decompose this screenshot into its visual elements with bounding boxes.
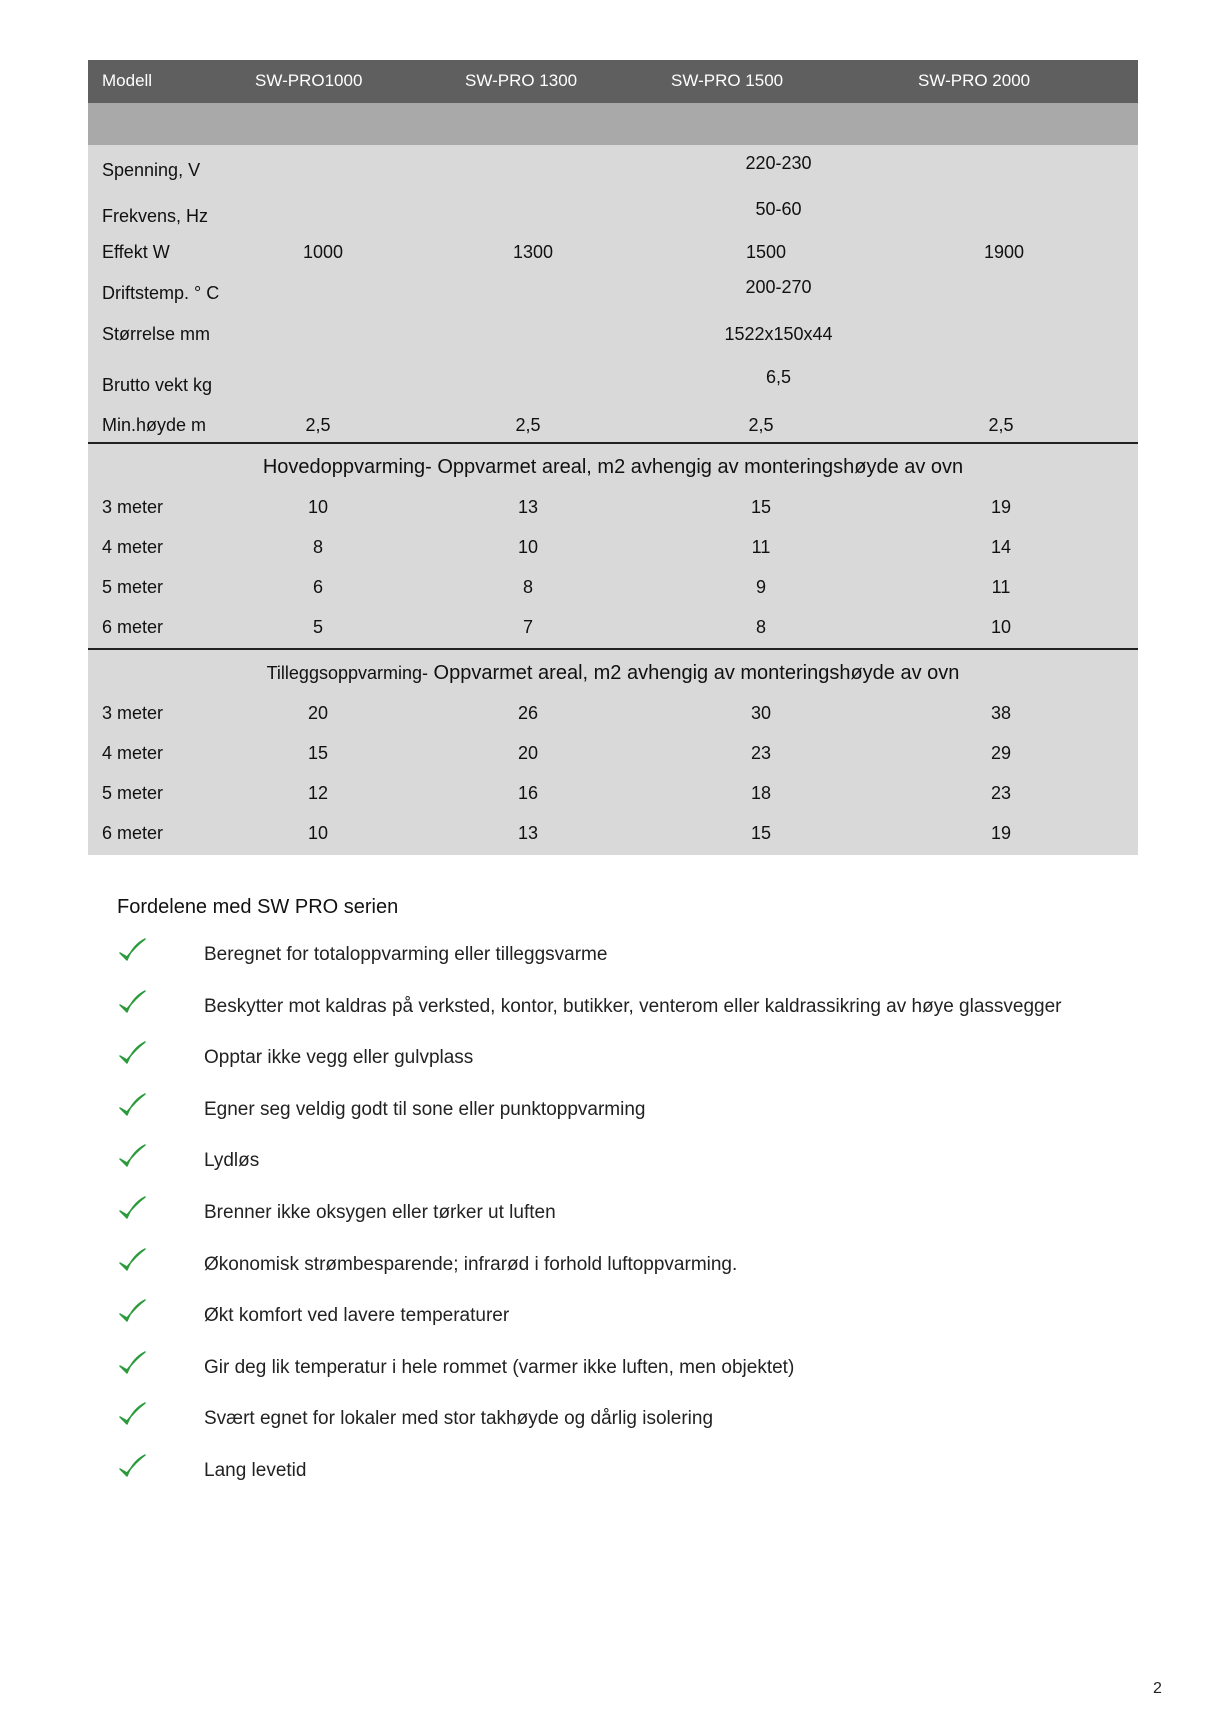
row-label: Driftstemp. ° C (102, 283, 220, 303)
row-frekvens (88, 191, 1138, 237)
row-label: 3 meter (102, 703, 164, 723)
row-value: 1522x150x44 (724, 324, 833, 344)
row-value: 15 (750, 823, 772, 843)
row-value: 10 (307, 823, 329, 843)
header-modell: Modell (102, 71, 153, 90)
list-item-text: Lang levetid (204, 1460, 307, 1481)
list-item-text: Gir deg lik temperatur i hele rommet (varmer ikke luften, men objektet) (204, 1357, 795, 1378)
tillegg-title-text (88, 662, 1138, 685)
row-label: 4 meter (102, 743, 164, 763)
list-item (117, 1349, 1177, 1389)
row-label: 4 meter (102, 537, 164, 557)
row-value: 23 (750, 743, 772, 763)
row-label: 6 meter (102, 617, 164, 637)
list-item (117, 1297, 1177, 1337)
row-label: Brutto vekt kg (102, 375, 213, 395)
spec-table (88, 60, 1138, 855)
row-value: 16 (517, 783, 539, 803)
hoved-section-title (88, 444, 1138, 486)
list-item-text: Brenner ikke oksygen eller tørker ut luften (204, 1202, 556, 1223)
row-value: 5 (312, 617, 323, 637)
row-value: 30 (750, 703, 772, 723)
list-item (117, 1194, 1177, 1234)
tillegg-title-rest: Oppvarmet areal, m2 avhengig av monteringshøyde av ovn (428, 662, 960, 684)
row-value: 10 (307, 497, 329, 517)
row-value: 1500 (745, 242, 787, 262)
page-number: 2 (1153, 1680, 1162, 1697)
row-value: 19 (990, 497, 1012, 517)
row-value: 50-60 (755, 199, 802, 219)
row-value: 6,5 (765, 367, 792, 387)
table-header-row (88, 60, 1138, 103)
row-driftstemp (88, 277, 1138, 319)
checkmark-icon (117, 1091, 147, 1121)
table-row (88, 772, 1138, 812)
list-item-text: Lydløs (204, 1150, 260, 1171)
list-item-text: Økonomisk strømbesparende; infrarød i forhold luftoppvarming. (204, 1254, 738, 1275)
row-value: 13 (517, 497, 539, 517)
row-value: 220-230 (745, 153, 812, 173)
checkmark-icon (117, 1246, 147, 1276)
row-value: 2,5 (988, 415, 1014, 435)
row-value: 15 (750, 497, 772, 517)
table-row (88, 732, 1138, 772)
row-value: 8 (522, 577, 533, 597)
header-model-4: SW-PRO 2000 (918, 71, 1031, 90)
row-value: 26 (517, 703, 539, 723)
row-value: 12 (307, 783, 329, 803)
list-item (117, 988, 1177, 1028)
row-value: 1900 (983, 242, 1025, 262)
table-row (88, 606, 1138, 648)
row-value: 2,5 (305, 415, 331, 435)
row-value: 11 (991, 577, 1011, 597)
row-value: 2,5 (748, 415, 774, 435)
row-value: 18 (750, 783, 772, 803)
checkmark-icon (117, 1400, 147, 1430)
list-item-text: Beregnet for totaloppvarming eller tilleggsvarme (204, 944, 608, 965)
list-item (117, 1091, 1177, 1131)
row-value: 38 (990, 703, 1012, 723)
list-item-text: Egner seg veldig godt til sone eller punktoppvarming (204, 1099, 646, 1120)
row-value: 10 (517, 537, 539, 557)
checkmark-icon (117, 988, 147, 1018)
row-label: Min.høyde m (102, 415, 207, 435)
row-value: 1000 (302, 242, 344, 262)
row-value: 6 (312, 577, 323, 597)
header-model-3: SW-PRO 1500 (671, 71, 784, 90)
row-value: 9 (755, 577, 766, 597)
checkmark-icon (117, 1297, 147, 1327)
row-minhoyde (88, 408, 1138, 442)
row-value: 29 (990, 743, 1012, 763)
row-label: 5 meter (102, 577, 164, 597)
row-value: 1300 (512, 242, 554, 262)
row-spenning (88, 145, 1138, 191)
row-value: 7 (522, 617, 533, 637)
row-label: 6 meter (102, 823, 164, 843)
list-item-text: Beskytter mot kaldras på verksted, kontor, butikker, venterom eller kaldrassikring av høye glassvegger (204, 996, 1062, 1017)
row-value: 200-270 (745, 277, 812, 297)
list-item (117, 1452, 1177, 1492)
table-row (88, 812, 1138, 855)
checkmark-icon (117, 1452, 147, 1482)
row-value: 11 (751, 537, 771, 557)
table-row (88, 692, 1138, 732)
row-value: 15 (307, 743, 329, 763)
benefits-title: Fordelene med SW PRO serien (117, 896, 399, 918)
checkmark-icon (117, 1142, 147, 1172)
list-item (117, 1039, 1177, 1079)
list-item (117, 1246, 1177, 1286)
row-value: 20 (307, 703, 329, 723)
tillegg-title-prefix: Tilleggsoppvarming- (266, 663, 428, 683)
list-item (117, 1142, 1177, 1182)
row-label: 5 meter (102, 783, 164, 803)
row-vekt (88, 366, 1138, 408)
row-value: 19 (990, 823, 1012, 843)
header-spacer-bar (88, 103, 1138, 145)
row-value: 8 (312, 537, 323, 557)
list-item (117, 1400, 1177, 1440)
table-row (88, 566, 1138, 606)
row-value: 8 (755, 617, 766, 637)
list-item-text: Økt komfort ved lavere temperaturer (204, 1305, 510, 1326)
row-value: 20 (517, 743, 539, 763)
list-item-text: Svært egnet for lokaler med stor takhøyde og dårlig isolering (204, 1408, 714, 1429)
row-value: 10 (990, 617, 1012, 637)
header-model-1: SW-PRO1000 (255, 71, 363, 90)
spec-block (88, 145, 1138, 855)
tillegg-section-title (88, 650, 1138, 692)
checkmark-icon (117, 936, 147, 966)
row-value: 13 (517, 823, 539, 843)
checkmark-icon (117, 1349, 147, 1379)
list-item-text: Opptar ikke vegg eller gulvplass (204, 1047, 474, 1068)
row-storrelse (88, 319, 1138, 366)
row-label: Størrelse mm (102, 324, 210, 344)
row-label: Spenning, V (102, 160, 201, 180)
row-value: 14 (990, 537, 1012, 557)
checkmark-icon (117, 1039, 147, 1069)
row-label: Frekvens, Hz (102, 206, 209, 226)
row-label: 3 meter (102, 497, 164, 517)
checkmark-icon (117, 1194, 147, 1224)
row-effekt (88, 237, 1138, 277)
row-value: 23 (990, 783, 1012, 803)
table-row (88, 526, 1138, 566)
header-model-2: SW-PRO 1300 (465, 71, 578, 90)
table-row (88, 486, 1138, 526)
list-item (117, 936, 1177, 976)
row-label: Effekt W (102, 242, 170, 262)
row-value: 2,5 (515, 415, 541, 435)
hoved-title-text: Hovedoppvarming- Oppvarmet areal, m2 avhengig av monteringshøyde av ovn (262, 456, 964, 478)
